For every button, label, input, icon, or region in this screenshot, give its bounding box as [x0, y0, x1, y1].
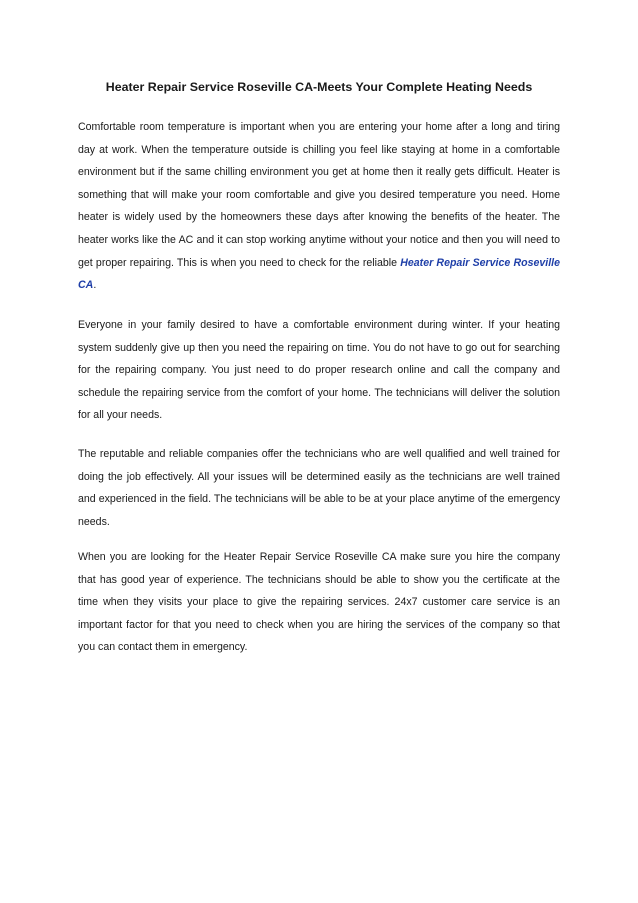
paragraph-1	[78, 116, 560, 297]
paragraph-1-end: .	[93, 279, 97, 292]
heater-repair-link[interactable]: Heater Repair Service Roseville CA	[78, 256, 560, 292]
page-title: Heater Repair Service Roseville CA-Meets Your Complete Heating Needs	[105, 80, 533, 94]
paragraph-1-text: Comfortable room temperature is important when you are entering your home after a long and tiring day at work. When the temperature outside is chilling you feel like staying at home in a comfortable environment but if the same chilling environment you get at home then it really gets difficult. Heater is something that will make your room comfortable and give you desired temperature you need. Home heater is widely used by the homeowners these days after knowing the benefits of the heater. The heater works like the AC and it can stop working anytime without your notice and then you will need to get proper repairing. This is when you need to check for the reliable	[78, 121, 560, 269]
paragraph-3: The reputable and reliable companies offer the technicians who are well qualified and well trained for doing the job effectively. All your issues will be determined easily as the technicians are well trained and experienced in the field. The technicians will be able to be at your place anytime of the emergency needs.	[78, 448, 560, 528]
paragraph-4: When you are looking for the Heater Repair Service Roseville CA make sure you hire the company that has good year of experience. The technicians should be able to show you the certificate at the time when they visits your place to give the repairing services. 24x7 customer care service is an important factor for that you need to check when you are hiring the services of the company so that you can contact them in emergency.	[78, 551, 560, 654]
paragraph-2: Everyone in your family desired to have a comfortable environment during winter. If your heating system suddenly give up then you need the repairing on time. You do not have to go out for searching for the repairing company. You just need to do proper research online and call the company and schedule the repairing service from the comfort of your home. The technicians will deliver the solution for all your needs.	[78, 319, 560, 422]
